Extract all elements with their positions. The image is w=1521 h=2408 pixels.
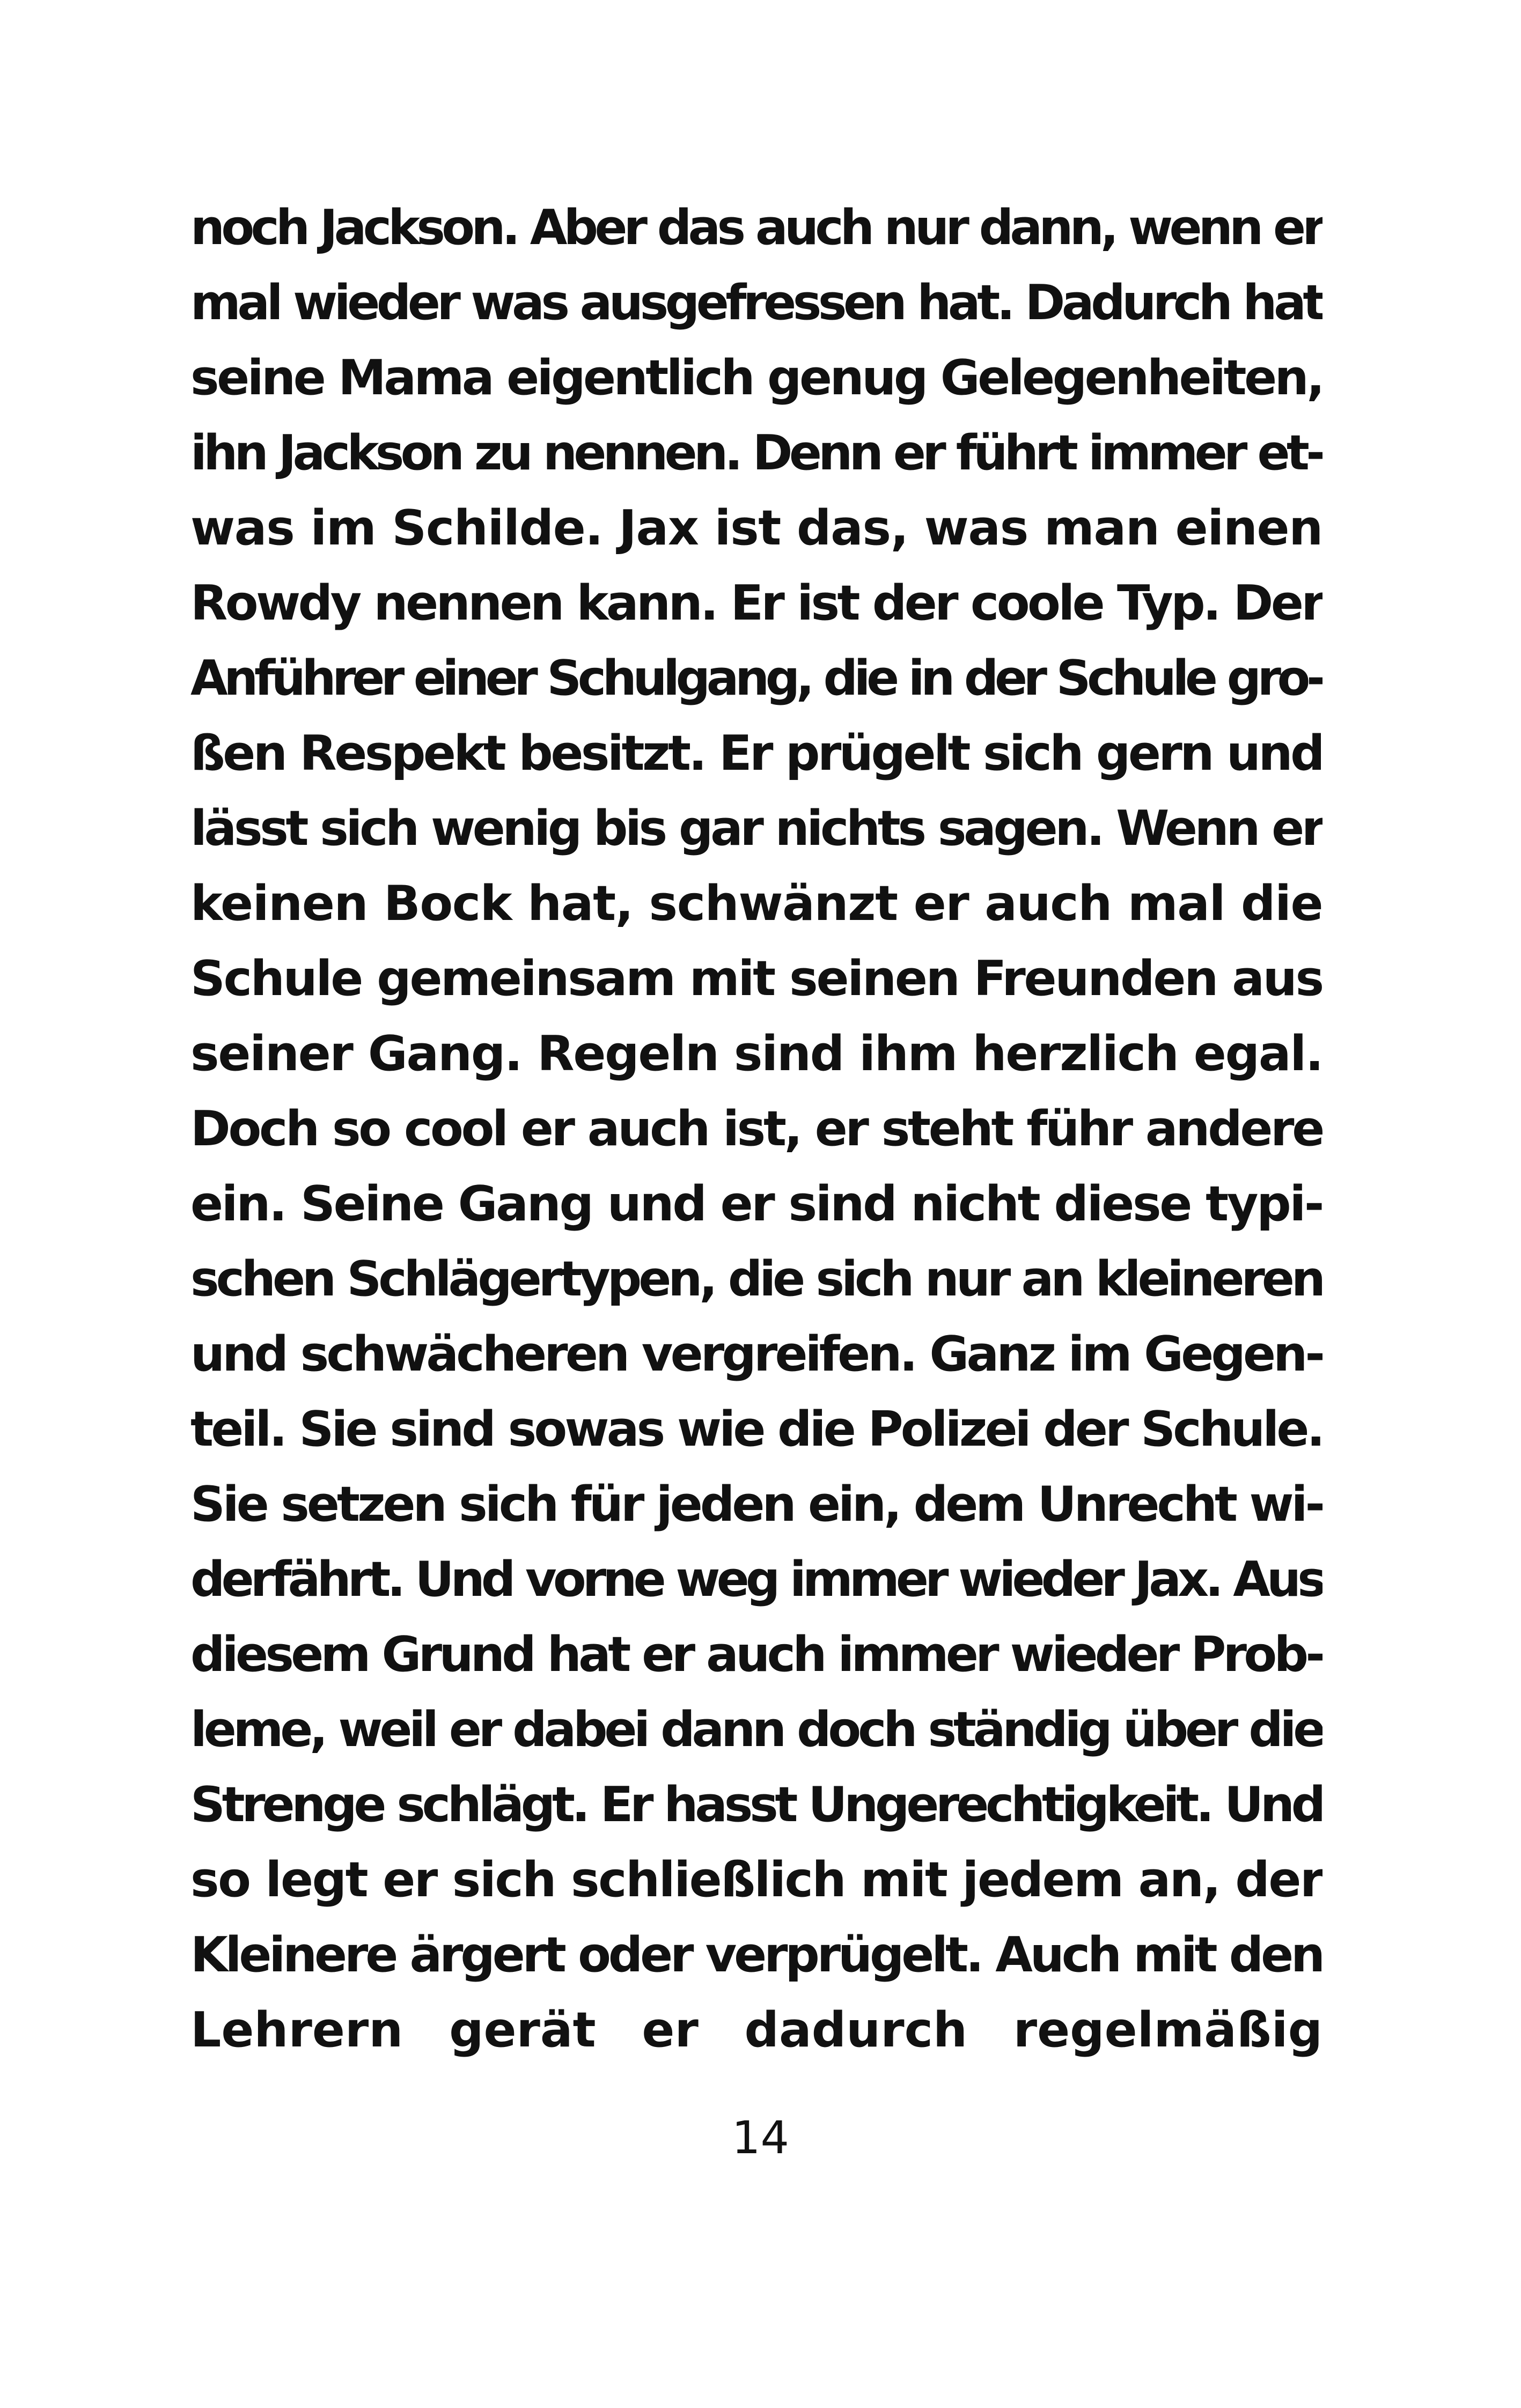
text-line: Rowdy nennen kann. Er ist der coole Typ. Der <box>190 575 1322 631</box>
text-line: so legt er sich schließlich mit jedem an, der <box>190 1852 1322 1908</box>
text-line: leme, weil er dabei dann doch ständig über die <box>190 1702 1322 1758</box>
text-line: mal wieder was ausgefressen hat. Dadurch hat <box>190 275 1322 331</box>
text-line: noch Jackson. Aber das auch nur dann, wenn er <box>190 200 1322 256</box>
text-line: teil. Sie sind sowas wie die Polizei der Schule. <box>190 1401 1322 1457</box>
text-line: Kleinere ärgert oder verprügelt. Auch mit den <box>190 1927 1322 1983</box>
text-line: ihn Jackson zu nennen. Denn er führt immer et- <box>190 425 1322 481</box>
text-line: was im Schilde. Jax ist das, was man einen <box>190 500 1322 556</box>
body-text <box>190 190 1322 2068</box>
text-line: schen Schlägertypen, die sich nur an kleineren <box>190 1251 1322 1307</box>
text-line: lässt sich wenig bis gar nichts sagen. Wenn er <box>190 800 1322 857</box>
page-number: 14 <box>732 2111 789 2164</box>
text-line: ßen Respekt besitzt. Er prügelt sich gern und <box>190 725 1322 782</box>
text-line: und schwächeren vergreifen. Ganz im Gegen- <box>190 1326 1322 1382</box>
text-line: ein. Seine Gang und er sind nicht diese typi- <box>190 1176 1322 1232</box>
text-line: Strenge schlägt. Er hasst Ungerechtigkeit. Und <box>190 1777 1322 1833</box>
text-line: diesem Grund hat er auch immer wieder Prob- <box>190 1626 1322 1683</box>
text-line: Lehrern gerät er dadurch regelmäßig <box>190 2002 1322 2058</box>
text-line: Doch so cool er auch ist, er steht führ andere <box>190 1101 1322 1157</box>
text-line: Anführer einer Schulgang, die in der Schule gro- <box>190 650 1322 706</box>
text-line: Schule gemeinsam mit seinen Freunden aus <box>190 951 1322 1007</box>
text-line: Sie setzen sich für jeden ein, dem Unrecht wi- <box>190 1476 1322 1533</box>
text-line: seiner Gang. Regeln sind ihm herzlich egal. <box>190 1026 1322 1082</box>
text-line: keinen Bock hat, schwänzt er auch mal die <box>190 875 1322 932</box>
text-line: seine Mama eigentlich genug Gelegenheiten, <box>190 350 1322 406</box>
text-line: derfährt. Und vorne weg immer wieder Jax. Aus <box>190 1551 1322 1608</box>
